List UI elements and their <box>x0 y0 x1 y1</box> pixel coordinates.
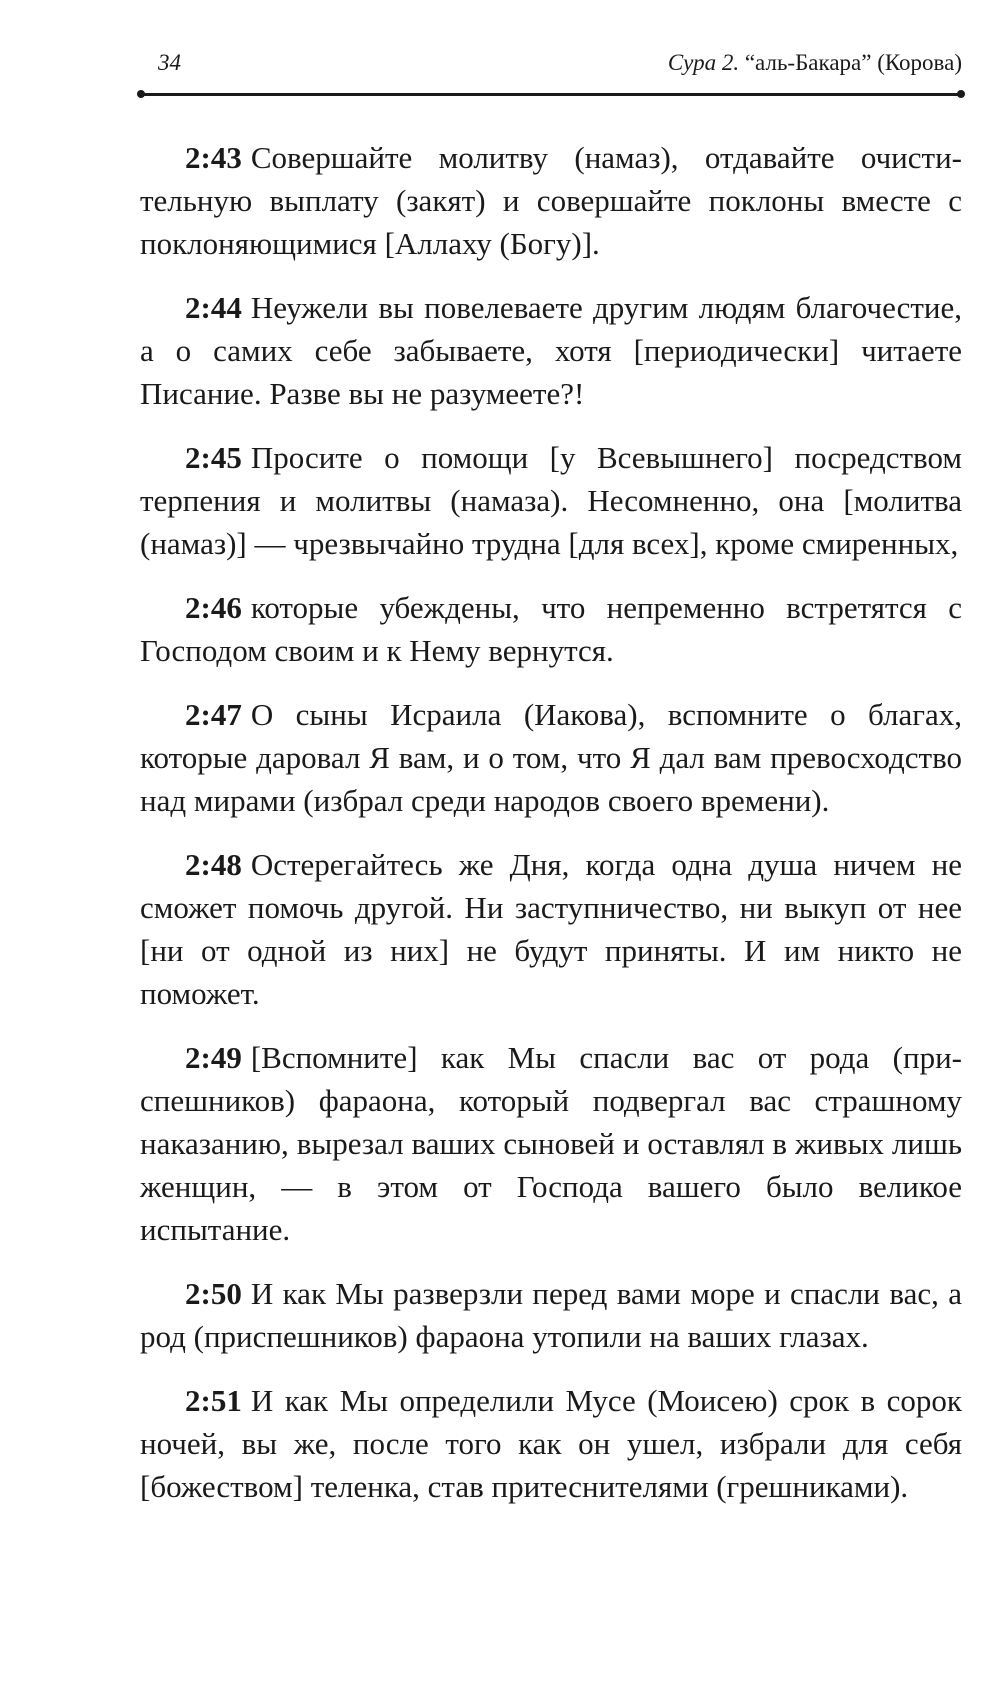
verse-text: И как Мы разверзли перед вами море и спасли вас, а род (приспешников) фараона утопили на ваших глазах. <box>140 1276 962 1354</box>
verse-number: 2:49 <box>185 1040 242 1075</box>
verse-text: Остерегайтесь же Дня, когда одна душа ничем не сможет помочь другой. Ни заступничество, ни выкуп от нее [ни от одной из них] не будут приняты. И им никто не поможет. <box>140 847 962 1011</box>
verse-2-47 <box>140 693 962 822</box>
page-number: 34 <box>158 50 181 75</box>
verse-2-51 <box>140 1379 962 1508</box>
verse-number: 2:50 <box>185 1276 242 1311</box>
verse-number: 2:46 <box>185 590 242 625</box>
verse-text: [Вспомните] как Мы спасли вас от рода (приспешников) фараона, который подвергал вас страшному наказанию, вырезал ваших сыновей и оставлял в живых лишь женщин, — в этом от Господа вашего было великое испытание. <box>140 1040 962 1247</box>
verse-text: Совершайте молитву (намаз), отдавайте очистительную выплату (закят) и совершайте поклоны вместе с поклоняющимися [Аллаху (Богу)]. <box>140 140 962 261</box>
verse-2-49 <box>140 1036 962 1251</box>
verse-2-48 <box>140 843 962 1015</box>
verse-number: 2:43 <box>185 140 242 175</box>
verse-number: 2:44 <box>185 290 242 325</box>
verse-2-46 <box>140 586 962 672</box>
verse-text: О сыны Исраила (Иакова), вспомните о благах, которые даровал Я вам, и о том, что Я дал вам превосходство над мирами (избрал среди народов своего времени). <box>140 697 962 818</box>
verse-number: 2:45 <box>185 440 242 475</box>
verse-number: 2:48 <box>185 847 242 882</box>
verse-2-44 <box>140 286 962 415</box>
surah-label: Сура 2. <box>667 50 740 75</box>
verse-number: 2:51 <box>185 1383 242 1418</box>
verse-text: которые убеждены, что непременно встретятся с Господом своим и к Нему вернутся. <box>140 590 962 668</box>
verse-text: Просите о помощи [у Всевышнего] посредством терпения и молитвы (намаза). Несомненно, она [молитва (намаз)] — чрезвычайно трудна [для всех], кроме смиренных, <box>140 440 962 561</box>
verse-2-45 <box>140 436 962 565</box>
verse-text: И как Мы определили Мусе (Моисею) срок в сорок ночей, вы же, после того как он ушел, избрали для себя [божеством] теленка, став притеснителями (грешниками). <box>140 1383 962 1504</box>
verse-2-50 <box>140 1272 962 1358</box>
surah-name: “аль-Бакара” (Корова) <box>744 50 962 75</box>
verse-list <box>140 136 962 1529</box>
verse-number: 2:47 <box>185 697 242 732</box>
verse-text: Неужели вы повелеваете другим людям благочестие, а о самих себе забываете, хотя [периодически] читаете Писание. Разве вы не разумеете?! <box>140 290 962 411</box>
running-header <box>140 50 962 86</box>
running-title <box>668 50 962 76</box>
verse-2-43 <box>140 136 962 265</box>
header-rule <box>140 93 962 96</box>
